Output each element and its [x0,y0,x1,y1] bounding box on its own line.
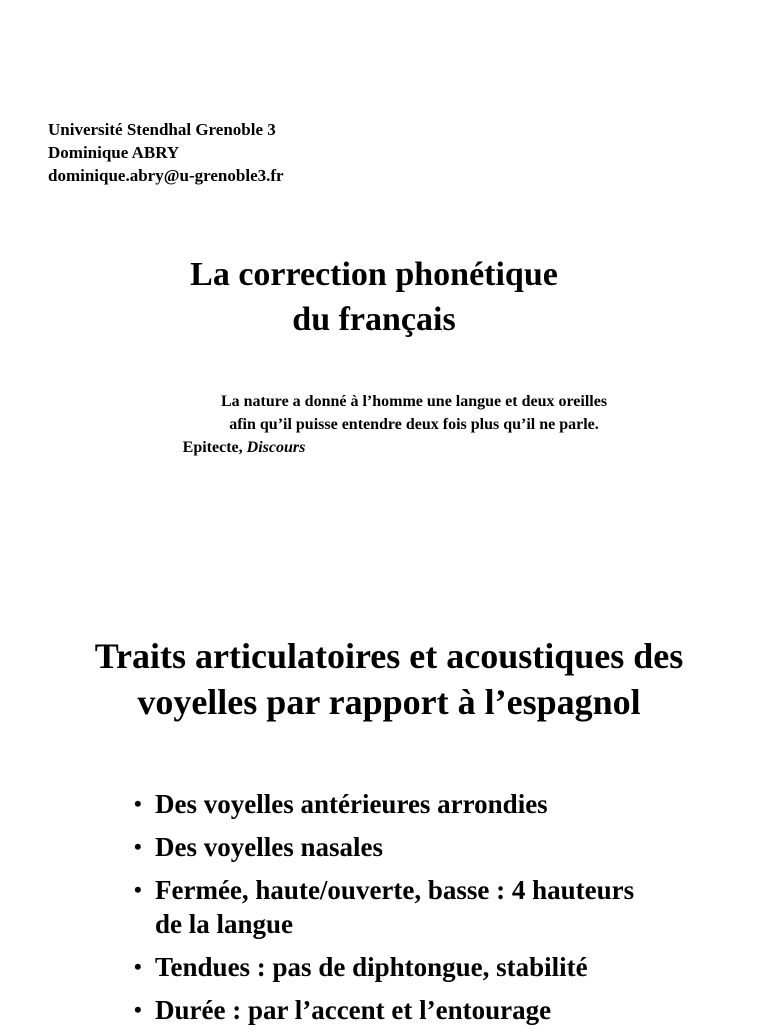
bullet-dot-icon: • [134,834,142,859]
bullet-text: Tendues : pas de diphtongue, stabilité [155,952,588,982]
bullet-dot-icon: • [134,877,142,902]
title-line-1: La correction phonétique [190,256,558,293]
bullet-item [134,950,734,984]
title-line-2: du français [292,301,456,338]
bullet-text-continuation: de la langue [155,909,294,939]
epigraph-work: Discours [246,439,306,456]
bullet-list [134,787,734,1036]
institution-name: Université Stendhal Grenoble 3 [48,120,276,139]
bullet-text: Durée : par l’accent et l’entourage [155,995,552,1025]
bullet-text: Fermée, haute/ouverte, basse : 4 hauteurs [155,875,635,905]
author-email: dominique.abry@u-grenoble3.fr [48,166,284,185]
bullet-item [134,830,734,864]
section-title-line-2: voyelles par rapport à l’espagnol [137,682,641,722]
bullet-item [134,787,734,821]
bullet-dot-icon: • [134,791,142,816]
bullet-dot-icon: • [134,954,142,979]
bullet-item [134,993,734,1027]
section-title-line-1: Traits articulatoires et acoustiques des [94,636,684,676]
epigraph-author: Epitecte, [182,439,243,456]
bullet-text: Des voyelles nasales [155,832,383,862]
epigraph-line-2: afin qu’il puisse entendre deux fois plus qu’il ne parle. [229,416,599,433]
epigraph-line-1: La nature a donné à l’homme une langue et deux oreilles [220,393,608,410]
bullet-dot-icon: • [134,997,142,1022]
author-header [48,118,284,187]
section-heading [0,633,768,725]
document-title [0,252,748,342]
bullet-text: Des voyelles antérieures arrondies [155,789,548,819]
bullet-item [134,873,734,941]
epigraph-attribution [0,436,658,459]
epigraph-quote [0,390,768,459]
author-name: Dominique ABRY [48,143,180,162]
